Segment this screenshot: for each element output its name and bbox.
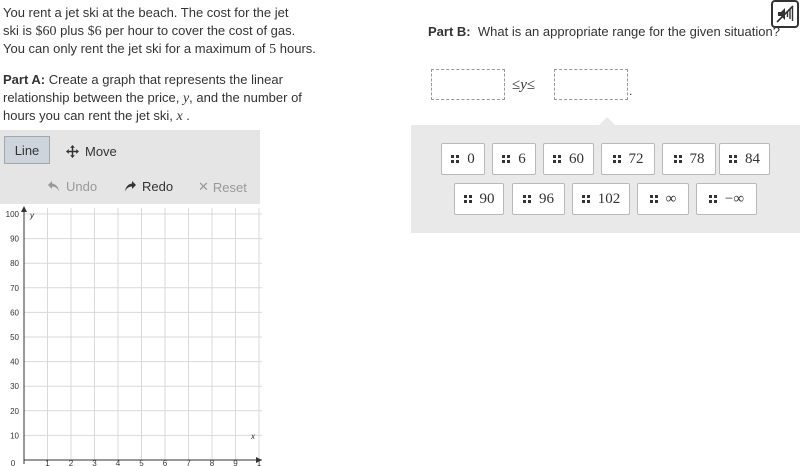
var-x: x <box>176 109 183 124</box>
drag-grip-icon <box>523 195 531 203</box>
intro-line-2: ski is $60 plus $6 per hour to cover the cost of gas. <box>3 22 296 39</box>
answer-tile-label: 84 <box>745 150 760 167</box>
part-a-label: Part A: <box>3 72 46 87</box>
answer-tile-label: −∞ <box>724 190 745 207</box>
answer-tile-label: 90 <box>479 190 495 207</box>
answer-tile-label: 60 <box>569 150 584 167</box>
drag-grip-icon <box>502 155 510 163</box>
x-tick-label: 1 <box>45 459 50 466</box>
y-axis-label: y <box>30 211 34 220</box>
answer-tile-label: 102 <box>597 190 621 207</box>
answer-tile-label: 0 <box>467 150 475 167</box>
redo-button[interactable]: Redo <box>124 179 173 194</box>
redo-arrow-icon <box>124 181 136 192</box>
part-a-prompt: Part A: Create a graph that represents the linear relationship between the price, y, and the number of hours you can rent the jet ski, x . <box>3 72 302 124</box>
intro-line-3: You can only rent the jet ski for a maximum of 5 hours. <box>3 41 316 57</box>
answer-tile-tray <box>411 125 800 233</box>
coordinate-graph[interactable] <box>0 204 262 466</box>
x-tick-label: 9 <box>233 459 238 466</box>
part-b-label: Part B: <box>428 24 471 39</box>
x-icon: ✕ <box>198 179 209 194</box>
answer-tile-label: ∞ <box>665 190 677 207</box>
answer-tile[interactable] <box>662 143 716 175</box>
y-tick-label: 60 <box>10 308 19 318</box>
x-tick-label: 3 <box>92 459 97 466</box>
drag-grip-icon <box>674 155 682 163</box>
x-tick-label: 2 <box>68 459 74 466</box>
max-hours: 5 <box>269 42 277 57</box>
drag-grip-icon <box>709 195 717 203</box>
y-tick-label: 40 <box>10 357 19 367</box>
answer-tile-label: 72 <box>628 150 644 167</box>
answer-tile[interactable] <box>719 143 770 175</box>
answer-tile-label: 78 <box>689 150 705 167</box>
y-tick-label: 30 <box>10 382 19 392</box>
hourly-cost: $6 <box>87 23 102 39</box>
drag-grip-icon <box>729 155 737 163</box>
problem-statement <box>3 4 333 59</box>
drag-grip-icon <box>613 155 621 163</box>
y-tick-label: 50 <box>10 333 19 342</box>
y-tick-label: 80 <box>10 259 19 269</box>
range-period: . <box>629 84 633 98</box>
graph-toolbar <box>0 130 260 204</box>
audio-toggle-icon <box>775 4 795 24</box>
x-tick-label: 7 <box>186 459 191 466</box>
x-tick-label: 8 <box>209 459 215 466</box>
y-axis-arrow <box>21 206 27 212</box>
y-tick-label: 10 <box>10 431 19 441</box>
drag-grip-icon <box>553 155 561 163</box>
answer-tile[interactable] <box>572 183 630 215</box>
move-arrows-icon <box>66 145 79 158</box>
answer-tile-label: 96 <box>539 190 554 207</box>
reset-button[interactable]: ✕ Reset <box>198 179 247 195</box>
answer-tile[interactable] <box>441 143 485 175</box>
answer-tile[interactable] <box>454 183 504 215</box>
grid-lines <box>24 208 262 460</box>
y-tick-label: 70 <box>10 283 19 293</box>
base-cost: $60 <box>35 23 57 39</box>
range-lower-dropzone[interactable] <box>431 69 505 100</box>
range-inequality: ≤y≤ <box>512 77 536 93</box>
x-tick-label: 1 <box>256 459 262 466</box>
y-tick-label: 20 <box>10 406 19 416</box>
x-axis-label: x <box>251 432 255 441</box>
tick-labels <box>6 210 262 466</box>
answer-tile[interactable] <box>492 143 536 175</box>
range-upper-dropzone[interactable] <box>554 69 628 100</box>
y-tick-label: 100 <box>5 210 19 219</box>
x-tick-label: 4 <box>115 459 121 466</box>
var-y: y <box>182 90 190 106</box>
answer-tile[interactable] <box>696 183 757 215</box>
undo-button[interactable]: Undo <box>48 179 97 194</box>
part-b-question: What is an appropriate range for the given situation? <box>477 24 780 39</box>
line-tool-button[interactable]: Line <box>4 136 50 164</box>
drag-grip-icon <box>582 195 590 203</box>
answer-tile[interactable] <box>637 183 689 215</box>
answer-tile-label: 6 <box>518 150 526 167</box>
part-b-prompt <box>428 24 780 39</box>
drag-grip-icon <box>451 155 459 163</box>
origin-label: 0 <box>10 459 16 466</box>
answer-tile[interactable] <box>512 183 565 215</box>
move-tool-button[interactable]: Move <box>66 144 117 159</box>
answer-tile[interactable] <box>601 143 655 175</box>
y-tick-label: 90 <box>10 234 19 244</box>
x-tick-label: 5 <box>139 459 144 466</box>
intro-line-1: You rent a jet ski at the beach. The cost for the jet <box>3 5 289 20</box>
drag-grip-icon <box>464 195 472 203</box>
drag-grip-icon <box>650 195 658 203</box>
x-tick-label: 6 <box>162 459 168 466</box>
answer-tile[interactable] <box>543 143 594 175</box>
undo-arrow-icon <box>48 181 60 192</box>
